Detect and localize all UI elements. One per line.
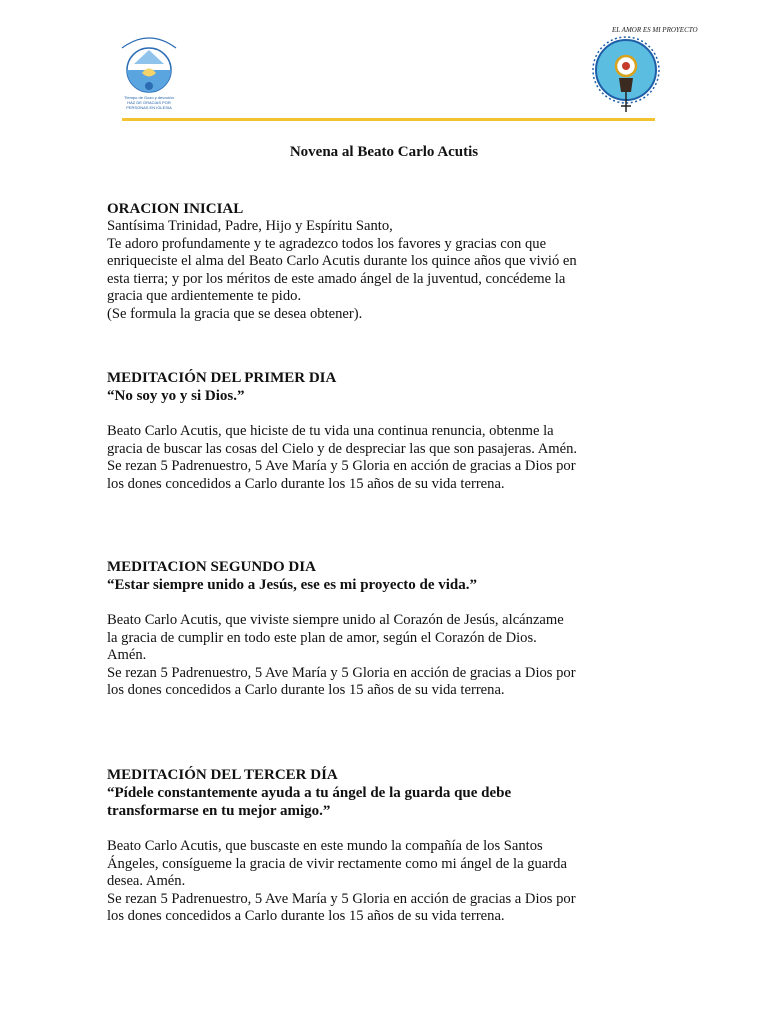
dia3-line: Beato Carlo Acutis, que buscaste en este mundo la compañía de los Santos [107, 838, 543, 854]
dia1-quote: “No soy yo y si Dios.” [107, 388, 245, 404]
carlo-acutis-logo-right [586, 26, 664, 118]
header-divider [122, 118, 655, 121]
dia1-heading: MEDITACIÓN DEL PRIMER DIA [107, 370, 337, 386]
dia3-line: los dones concedidos a Carlo durante los 15 años de su vida terrena. [107, 908, 505, 924]
dia3-quote-line: “Pídele constantemente ayuda a tu ángel de la guarda que debe [107, 785, 512, 801]
dia3-line: desea. Amén. [107, 873, 186, 889]
oracion-line: esta tierra; y por los méritos de este amado ángel de la juventud, concédeme la [107, 270, 566, 287]
dia2-line: los dones concedidos a Carlo durante los 15 años de su vida terrena. [107, 682, 505, 698]
dia1-line: Se rezan 5 Padrenuestro, 5 Ave María y 5 Gloria en acción de gracias a Dios por [107, 458, 576, 474]
oracion-line: enriqueciste el alma del Beato Carlo Acutis durante los quince años que vivió en [107, 253, 577, 269]
oracion-line: Te adoro profundamente y te agradezco todos los favores y gracias con que [107, 235, 547, 252]
oracion-line: Santísima Trinidad, Padre, Hijo y Espíritu Santo, [107, 218, 393, 234]
dia2-line: la gracia de cumplir en todo este plan de amor, según el Corazón de Dios. [107, 629, 537, 646]
dia2-line: Beato Carlo Acutis, que viviste siempre unido al Corazón de Jesús, alcánzame [107, 612, 564, 628]
dia1-line: los dones concedidos a Carlo durante los 15 años de su vida terrena. [107, 475, 505, 492]
left-logo-caption: Tiempo de Gozo y devoción HAZ DE GRACIAS POR PERSONAS EN IGLESIA [124, 95, 174, 110]
dia3-line: Se rezan 5 Padrenuestro, 5 Ave María y 5 Gloria en acción de gracias a Dios por [107, 890, 576, 907]
dia2-heading: MEDITACION SEGUNDO DIA [107, 559, 316, 575]
dia3-line: Ángeles, consígueme la gracia de vivir rectamente como mi ángel de la guarda [107, 855, 567, 872]
dia2-quote: “Estar siempre unido a Jesús, ese es mi proyecto de vida.” [107, 577, 477, 593]
dia3-quote-line: transformarse en tu mejor amigo.” [107, 803, 331, 819]
dia1-line: Beato Carlo Acutis, que hiciste de tu vida una continua renuncia, obtenme la [107, 423, 554, 439]
section-oracion-inicial [107, 200, 637, 323]
dia2-line: Amén. [107, 647, 147, 663]
dia2-line: Se rezan 5 Padrenuestro, 5 Ave María y 5 Gloria en acción de gracias a Dios por [107, 664, 576, 681]
document-title: Novena al Beato Carlo Acutis [289, 144, 479, 160]
section-segundo-dia [107, 558, 637, 700]
right-logo-motto: EL AMOR ES MI PROYECTO [612, 26, 698, 34]
dia1-line: gracia de buscar las cosas del Cielo y de despreciar las que son pasajeras. Amén. [107, 440, 578, 457]
section-tercer-dia [107, 766, 637, 926]
oracion-line: (Se formula la gracia que se desea obtener). [107, 305, 363, 322]
oracion-heading: ORACION INICIAL [107, 201, 244, 217]
oracion-line: gracia que ardientemente te pido. [107, 288, 302, 304]
section-primer-dia [107, 369, 637, 493]
dia3-heading: MEDITACIÓN DEL TERCER DÍA [107, 767, 338, 783]
